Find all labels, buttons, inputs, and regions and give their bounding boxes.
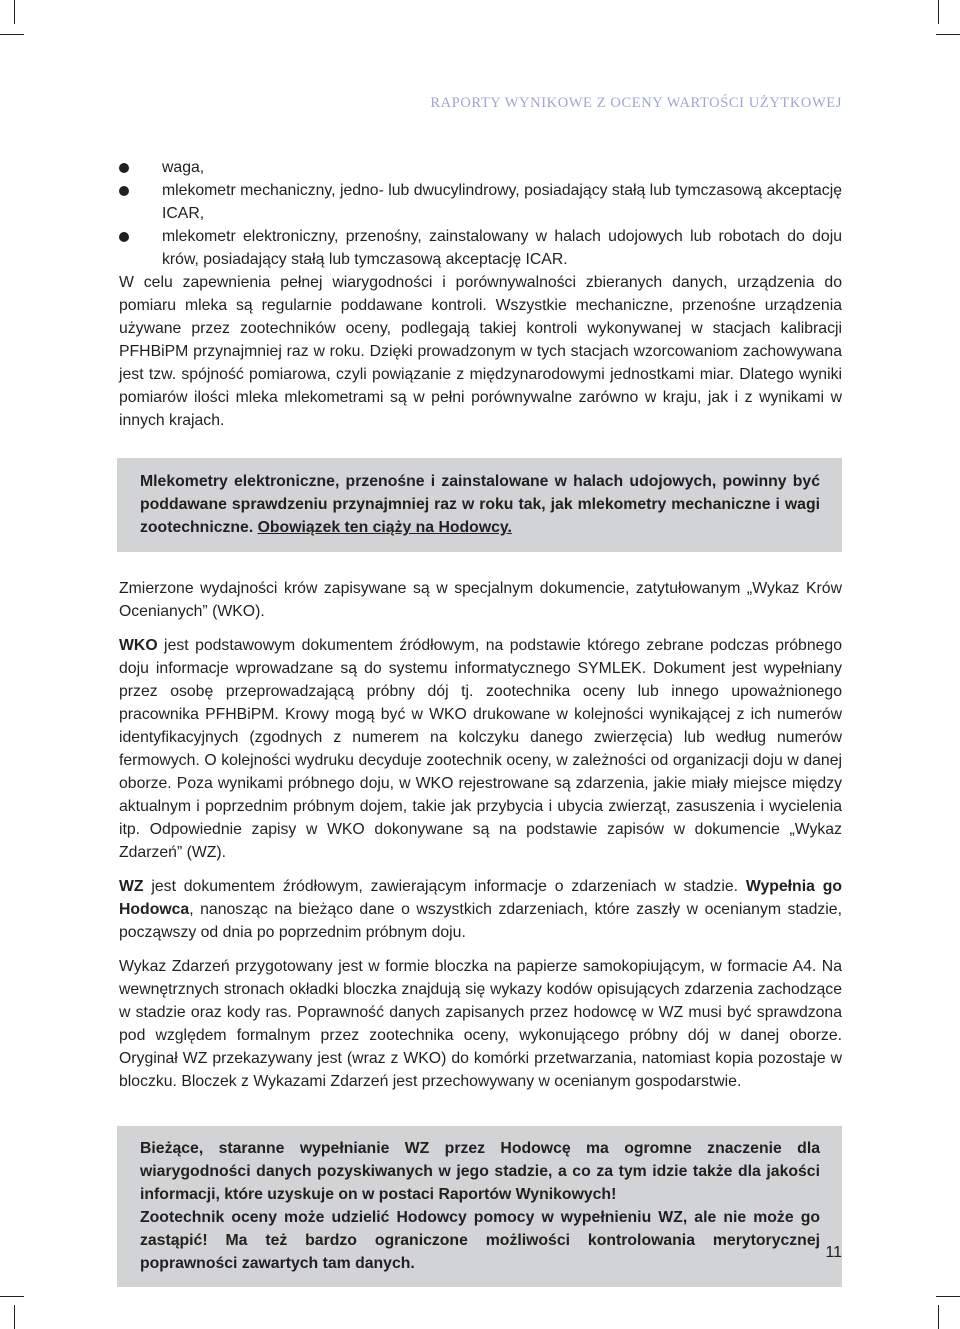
list-item (119, 156, 842, 179)
list-item (119, 225, 842, 271)
obligation-underlined: Obowiązek ten ciąży na Hodowcy. (257, 519, 512, 536)
crop-mark-top-right-horizontal (936, 34, 960, 35)
highlight-line-2: Zootechnik oceny może udzielić Hodowcy pomocy w wypełnieniu WZ, ale nie może go zastąpić! Ma też bardzo ograniczone możliwości kontrolowania merytorycznej poprawności zawartych tam danych. (140, 1209, 820, 1272)
wko-description: jest podstawowym dokumentem źródłowym, na podstawie którego zebrane podczas próbnego doju informacje wprowadzane są do systemu informatycznego SYMLEK. Dokument jest wypełniany przez osobę przeprowadzającą próbny dój tj. zootechnika oceny lub innego upoważnionego pracownika PFHBiPM. Krowy mogą być w WKO drukowane w kolejności wynikającej z ich numerów identyfikacyjnych (zgodnych z numerem na kolczyku danego zwierzęcia) lub według numerów fermowych. O kolejności wydruku decyduje zootechnik oceny, w zależności od organizacji doju w danej oborze. Poza wynikami próbnego doju, w WKO rejestrowane są zdarzenia, jakie miały miejsce między aktualnym i poprzednim próbnym dojem, takie jak przybycia i ubycia zwierząt, zasuszenia i wycielenia itp. Odpowiednie zapisy w WKO dokonywane są na podstawie zapisów w dokumencie „Wykaz Zdarzeń” (WZ). (119, 637, 842, 861)
list-item-text: waga, (162, 159, 205, 176)
crop-mark-top-right-vertical (938, 0, 939, 24)
crop-mark-top-left-vertical (14, 0, 15, 24)
paragraph-wko-intro: Zmierzone wydajności krów zapisywane są w specjalnym dokumencie, zatytułowanym „Wykaz Krów Ocenianych” (WKO). (119, 580, 842, 620)
crop-mark-bottom-right-vertical (938, 1305, 939, 1329)
highlight-text (140, 470, 820, 539)
highlight-line-1: Bieżące, staranne wypełnianie WZ przez Hodowcę ma ogromne znaczenie dla wiarygodności danych pozyskiwanych w jego stadzie, a co za tym idzie także dla jakości informacji, które uzyskuje on w postaci Raportów Wynikowych! (140, 1140, 820, 1203)
page-content (119, 156, 842, 1287)
bullet-icon (119, 186, 129, 196)
running-header: RAPORTY WYNIKOWE Z OCENY WARTOŚCI UŻYTKOWEJ (430, 95, 842, 111)
list-item-text: mlekometr mechaniczny, jedno- lub dwucylindrowy, posiadający stałą lub tymczasową akceptację ICAR, (162, 182, 842, 222)
highlight-box-wz (117, 1126, 842, 1287)
crop-mark-bottom-left-vertical (14, 1305, 15, 1329)
wz-responsible: Wypełnia go Hodowca (119, 878, 842, 918)
paragraph-wz (119, 875, 842, 944)
paragraph-wko (119, 634, 842, 864)
highlight-text-main: Mlekometry elektroniczne, przenośne i zainstalowane w halach udojowych, powinny być poddawane sprawdzeniu przynajmniej raz w roku tak, jak mlekometry mechaniczne i wagi zootechniczne. (140, 473, 820, 536)
bullet-icon (119, 163, 129, 173)
highlight-box-meters (117, 458, 842, 552)
list-item-text: mlekometr elektroniczny, przenośny, zainstalowany w halach udojowych lub robotach do doju krów, posiadający stałą lub tymczasową akceptację ICAR. (162, 228, 842, 268)
equipment-list (119, 156, 842, 271)
wko-term: WKO (119, 637, 158, 654)
page-number: 11 (825, 1244, 842, 1261)
paragraph-calibration: W celu zapewnienia pełnej wiarygodności i porównywalności zbieranych danych, urządzenia do pomiaru mleka są regularnie poddawane kontroli. Wszystkie mechaniczne, przenośne urządzenia używane przez zootechników oceny, podlegają takiej kontroli wykonywanej w stacjach kalibracji PFHBiPM przynajmniej raz w roku. Dzięki prowadzonym w tych stacjach wzorcowaniom zachowywana jest tzw. spójność pomiarowa, czyli powiązanie z międzynarodowymi jednostkami miar. Dlatego wyniki pomiarów ilości mleka mlekometrami są w pełni porównywalne zarówno w kraju, jak i z wynikami w innych krajach. (119, 274, 842, 429)
wz-term: WZ (119, 878, 144, 895)
crop-mark-top-left-horizontal (0, 34, 24, 35)
paragraph-wz-format: Wykaz Zdarzeń przygotowany jest w formie bloczka na papierze samokopiującym, w formacie A4. Na wewnętrznych stronach okładki bloczka znajdują się wykazy kodów opisujących zdarzenia zachodzące w stadzie oraz kody ras. Poprawność danych zapisanych przez hodowcę w WZ musi być sprawdzona pod względem formalnym przez zootechnika oceny, wykonującego próbny dój w danej oborze. Oryginał WZ przekazywany jest (wraz z WKO) do komórki przetwarzania, natomiast kopia pozostaje w bloczku. Bloczek z Wykazami Zdarzeń jest przechowywany w ocenianym gospodarstwie. (119, 958, 842, 1090)
crop-mark-bottom-left-horizontal (0, 1296, 24, 1297)
crop-mark-bottom-right-horizontal (936, 1296, 960, 1297)
list-item (119, 179, 842, 225)
bullet-icon (119, 232, 129, 242)
wz-description: jest dokumentem źródłowym, zawierającym informacje o zdarzeniach w stadzie. (143, 878, 746, 895)
wz-description-cont: , nanosząc na bieżąco dane o wszystkich zdarzeniach, które zaszły w ocenianym stadzie, począwszy od dnia po poprzednim próbnym doju. (119, 901, 842, 941)
